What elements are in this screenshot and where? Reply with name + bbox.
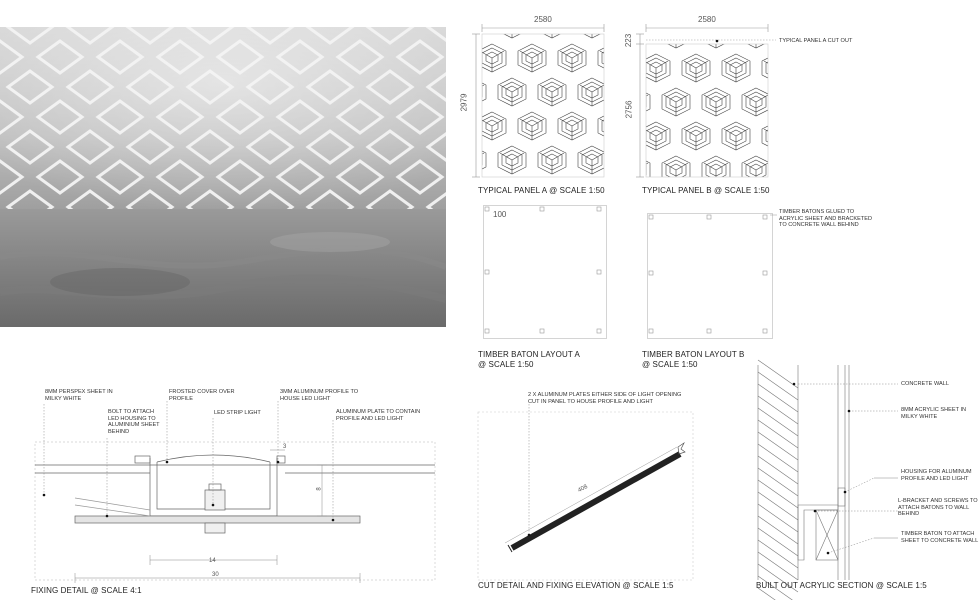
baton-b-note: TIMBER BATONS GLUED TO ACRYLIC SHEET AND BRACKETED TO CONCRETE WALL BEHIND — [779, 209, 873, 229]
baton-a-caption-2: @ SCALE 1:50 — [478, 360, 534, 369]
panel-b-width-dim: 2580 — [698, 15, 716, 24]
fixing-note-led: LED STRIP LIGHT — [214, 410, 261, 416]
cut-dim: 408 — [577, 483, 589, 495]
fixing-caption: FIXING DETAIL @ SCALE 4:1 — [31, 586, 142, 595]
baton-b-caption-2: @ SCALE 1:50 — [642, 360, 698, 369]
section-note-wall: CONCRETE WALL — [901, 381, 949, 387]
panel-a-width-dim: 2580 — [534, 15, 552, 24]
panel-b-caption: TYPICAL PANEL B @ SCALE 1:50 — [642, 186, 770, 195]
panel-a-caption: TYPICAL PANEL A @ SCALE 1:50 — [478, 186, 605, 195]
panel-a-height-dim: 2979 — [459, 93, 469, 112]
fixing-note-profile: 3MM ALUMINUM PROFILE TO HOUSE LED LIGHT — [280, 389, 359, 402]
panel-b-top-dim: 223 — [624, 33, 634, 48]
fixing-note-plate: ALUMINUM PLATE TO CONTAIN PROFILE AND LED LIGHT — [336, 409, 421, 422]
baton-b-caption: TIMBER BATON LAYOUT B — [642, 350, 745, 359]
fixing-dim-30: 30 — [212, 572, 219, 578]
cut-caption: CUT DETAIL AND FIXING ELEVATION @ SCALE 1:5 — [478, 581, 674, 590]
section-note-housing: HOUSING FOR ALUMINUM PROFILE AND LED LIGHT — [901, 469, 972, 482]
baton-a-dim: 100 — [493, 210, 507, 219]
section-note-baton: TIMBER BATON TO ATTACH SHEET TO CONCRETE WALL — [901, 531, 979, 544]
fixing-dim-8: 8 — [316, 487, 323, 491]
baton-a-caption-1: TIMBER BATON LAYOUT A — [478, 350, 580, 359]
panel-b-height-dim: 2756 — [624, 100, 634, 119]
cut-note: 2 X ALUMINUM PLATES EITHER SIDE OF LIGHT OPENING CUT IN PANEL TO HOUSE PROFILE AND LIGHT — [528, 392, 682, 405]
section-note-bracket: L-BRACKET AND SCREWS TO ATTACH BATONS TO WALL BEHIND — [898, 498, 978, 518]
section-note-acrylic: 8MM ACRYLIC SHEET IN MILKY WHITE — [901, 407, 967, 420]
section-caption: BUILT OUT ACRYLIC SECTION @ SCALE 1:5 — [756, 581, 927, 590]
fixing-dim-14: 14 — [209, 558, 216, 564]
fixing-note-frosted: FROSTED COVER OVER PROFILE — [169, 389, 235, 402]
panel-b-cutout-note: TYPICAL PANEL A CUT OUT — [779, 38, 853, 44]
fixing-dim-3: 3 — [283, 444, 287, 450]
fixing-note-bolt: BOLT TO ATTACH LED HOUSING TO ALUMINIUM SHEET BEHIND — [108, 409, 160, 435]
fixing-note-perspex: 8MM PERSPEX SHEET IN MILKY WHITE — [45, 389, 113, 402]
